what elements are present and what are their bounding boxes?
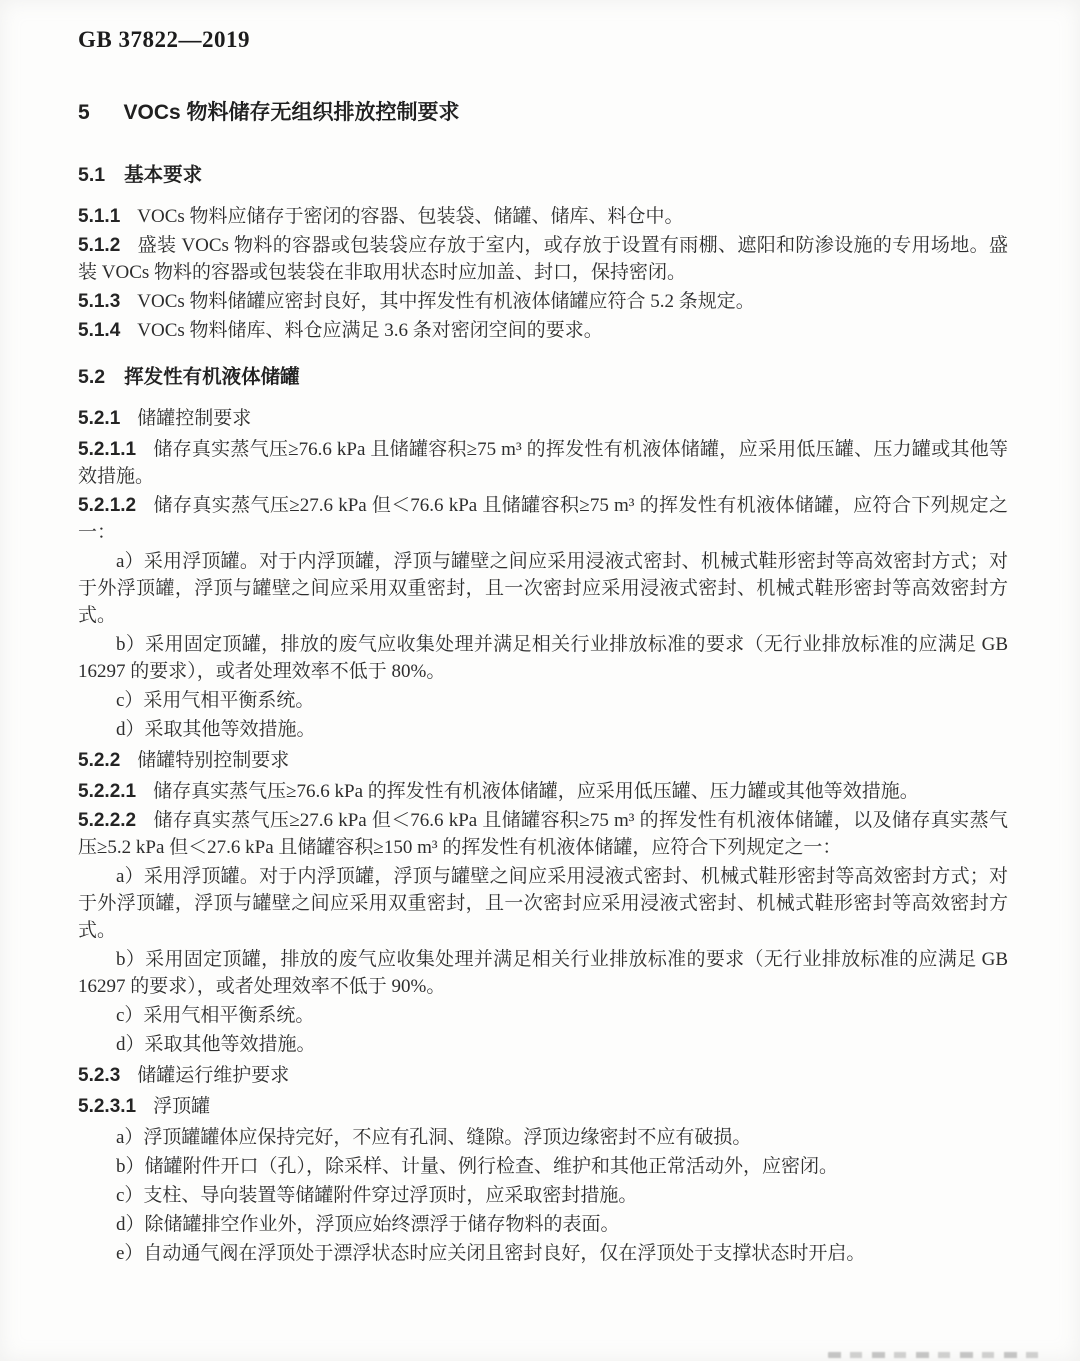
heading-5.2.1 bbox=[78, 405, 1008, 432]
heading-5.2.3 bbox=[78, 1062, 1008, 1089]
clause-text: 储存真实蒸气压≥27.6 kPa 但＜76.6 kPa 且储罐容积≥75 m³ 的挥发性有机液体储罐，应符合下列规定之一： bbox=[78, 495, 1008, 543]
heading-text: 基本要求 bbox=[124, 164, 203, 186]
clause-5.1.4 bbox=[78, 317, 1008, 344]
content-blocks bbox=[78, 162, 1008, 1267]
clause-text: 储存真实蒸气压≥76.6 kPa 且储罐容积≥75 m³ 的挥发性有机液体储罐，应采用低压罐、压力罐或其他等效措施。 bbox=[78, 439, 1008, 487]
clause-number: 5.2.1.2 bbox=[78, 495, 137, 516]
clause-number: 5.1.1 bbox=[78, 206, 121, 227]
heading-5.1 bbox=[78, 162, 1008, 189]
clause-5.1.3 bbox=[78, 288, 1008, 315]
clause-5.1.1 bbox=[78, 203, 1008, 230]
clause-number: 5.1 bbox=[78, 164, 106, 186]
list-item-a: a）采用浮顶罐。对于内浮顶罐，浮顶与罐壁之间应采用浸液式密封、机械式鞋形密封等高效密封方式；对于外浮顶罐，浮顶与罐壁之间应采用双重密封，且一次密封应采用浸液式密封、机械式鞋形密封等高效密封方式。 bbox=[78, 866, 1008, 941]
next-line-cutoff-artifact bbox=[828, 1352, 1040, 1358]
heading-text: 挥发性有机液体储罐 bbox=[124, 366, 300, 388]
clause-5.1.2 bbox=[78, 232, 1008, 286]
clause-number: 5.2.3 bbox=[78, 1065, 121, 1086]
clause-number: 5.2.2.2 bbox=[78, 810, 137, 831]
clause-number: 5.1.4 bbox=[78, 320, 121, 341]
clause-text: VOCs 物料应储存于密闭的容器、包装袋、储罐、储库、料仓中。 bbox=[137, 206, 684, 227]
clause-number: 5.2.1.1 bbox=[78, 439, 137, 460]
clause-5.2.1.1 bbox=[78, 436, 1008, 490]
clause-number: 5.2.3.1 bbox=[78, 1096, 137, 1117]
list-item-d: d）除储罐排空作业外，浮顶应始终漂浮于储存物料的表面。 bbox=[116, 1214, 620, 1235]
list-item-c: c）支柱、导向装置等储罐附件穿过浮顶时，应采取密封措施。 bbox=[116, 1185, 638, 1206]
standard-number: GB 37822—2019 bbox=[78, 27, 250, 52]
clause-text: 储存真实蒸气压≥27.6 kPa 但＜76.6 kPa 且储罐容积≥75 m³ 的挥发性有机液体储罐，以及储存真实蒸气压≥5.2 kPa 但＜27.6 kPa 且储罐容积≥150 m³ 的挥发性有机液体储罐，应符合下列规定之一： bbox=[78, 810, 1008, 858]
section-number: 5 bbox=[78, 101, 90, 124]
clause-number: 5.2 bbox=[78, 366, 106, 388]
clause-text: VOCs 物料储罐应密封良好，其中挥发性有机液体储罐应符合 5.2 条规定。 bbox=[137, 291, 755, 312]
clause-number: 5.1.2 bbox=[78, 235, 121, 256]
list-item-b: b）采用固定顶罐，排放的废气应收集处理并满足相关行业排放标准的要求（无行业排放标准的应满足 GB 16297 的要求），或者处理效率不低于 90%。 bbox=[78, 949, 1008, 997]
heading-5.2 bbox=[78, 364, 1008, 391]
clause-number: 5.2.2 bbox=[78, 750, 121, 771]
clause-5.2.2.1 bbox=[78, 778, 1008, 805]
list-item-a: a）采用浮顶罐。对于内浮顶罐，浮顶与罐壁之间应采用浸液式密封、机械式鞋形密封等高效密封方式；对于外浮顶罐，浮顶与罐壁之间应采用双重密封，且一次密封应采用浸液式密封、机械式鞋形密封等高效密封方式。 bbox=[78, 551, 1008, 626]
heading-5.2.3.1 bbox=[78, 1093, 1008, 1120]
heading-5.2.2 bbox=[78, 747, 1008, 774]
list-item-a: a）浮顶罐罐体应保持完好，不应有孔洞、缝隙。浮顶边缘密封不应有破损。 bbox=[116, 1127, 752, 1148]
heading-text: 浮顶罐 bbox=[153, 1096, 211, 1117]
list-item-b: b）储罐附件开口（孔），除采样、计量、例行检查、维护和其他正常活动外，应密闭。 bbox=[116, 1156, 839, 1177]
clause-number: 5.2.1 bbox=[78, 408, 121, 429]
list-item-b: b）采用固定顶罐，排放的废气应收集处理并满足相关行业排放标准的要求（无行业排放标准的应满足 GB 16297 的要求），或者处理效率不低于 80%。 bbox=[78, 634, 1008, 682]
clause-5.2.1.2 bbox=[78, 492, 1008, 546]
clause-number: 5.2.2.1 bbox=[78, 781, 137, 802]
clause-text: 储存真实蒸气压≥76.6 kPa 的挥发性有机液体储罐，应采用低压罐、压力罐或其他等效措施。 bbox=[153, 781, 919, 802]
clause-text: 盛装 VOCs 物料的容器或包装袋应存放于室内，或存放于设置有雨棚、遮阳和防渗设施的专用场地。盛装 VOCs 物料的容器或包装袋在非取用状态时应加盖、封口，保持密闭。 bbox=[78, 235, 1008, 283]
list-item-d: d）采取其他等效措施。 bbox=[116, 719, 316, 740]
list-item-d: d）采取其他等效措施。 bbox=[116, 1034, 316, 1055]
heading-text: 储罐特别控制要求 bbox=[137, 750, 290, 771]
section-heading bbox=[78, 100, 1008, 126]
clause-text: VOCs 物料储库、料仓应满足 3.6 条对密闭空间的要求。 bbox=[137, 320, 603, 341]
list-item-e: e）自动通气阀在浮顶处于漂浮状态时应关闭且密封良好，仅在浮顶处于支撑状态时开启。 bbox=[116, 1243, 866, 1264]
clause-5.2.2.2 bbox=[78, 807, 1008, 861]
section-title: VOCs 物料储存无组织排放控制要求 bbox=[123, 101, 460, 124]
heading-text: 储罐运行维护要求 bbox=[137, 1065, 290, 1086]
clause-number: 5.1.3 bbox=[78, 291, 121, 312]
list-item-c: c）采用气相平衡系统。 bbox=[116, 690, 315, 711]
heading-text: 储罐控制要求 bbox=[137, 408, 252, 429]
list-item-c: c）采用气相平衡系统。 bbox=[116, 1005, 315, 1026]
